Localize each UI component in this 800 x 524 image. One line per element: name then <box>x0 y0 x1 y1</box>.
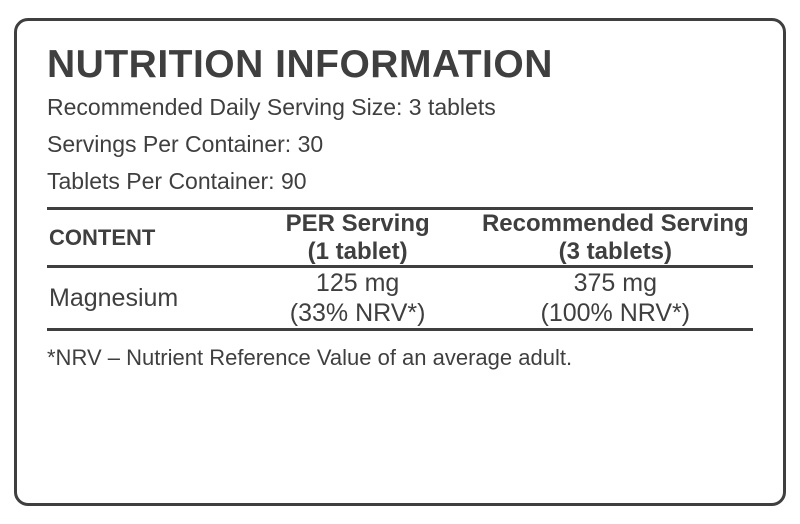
nutrient-name: Magnesium <box>49 283 179 312</box>
tablets-per-container-line: Tablets Per Container: 90 <box>47 167 307 194</box>
serving-size-line: Recommended Daily Serving Size: 3 tablets <box>47 93 496 120</box>
nutrient-recommended-serving <box>478 268 753 328</box>
column-header-recommended-serving-main: Recommended Serving <box>481 209 749 237</box>
nutrient-per-serving-nrv: (33% NRV*) <box>289 299 426 328</box>
column-header-recommended-serving-sub: (3 tablets) <box>558 237 672 265</box>
column-header-per-serving <box>238 210 478 265</box>
page-title: NUTRITION INFORMATION <box>47 43 553 86</box>
column-header-per-serving-sub: (1 tablet) <box>307 237 408 265</box>
nutrition-table-body <box>47 268 753 328</box>
nrv-footnote: *NRV – Nutrient Reference Value of an average adult. <box>47 345 573 371</box>
nutrition-table <box>47 210 753 265</box>
nutrient-recommended-amount: 375 mg <box>573 269 658 298</box>
column-header-per-serving-main: PER Serving <box>285 209 430 237</box>
table-row <box>47 268 753 328</box>
nutrient-per-serving-amount: 125 mg <box>315 269 400 298</box>
table-header-row <box>47 210 753 265</box>
nutrient-recommended-nrv: (100% NRV*) <box>540 299 691 328</box>
servings-per-container-line: Servings Per Container: 30 <box>47 130 324 157</box>
nutrient-per-serving <box>238 268 478 328</box>
column-header-recommended-serving <box>478 210 753 265</box>
column-header-content: CONTENT <box>49 224 156 250</box>
nutrition-information-panel <box>14 18 786 506</box>
